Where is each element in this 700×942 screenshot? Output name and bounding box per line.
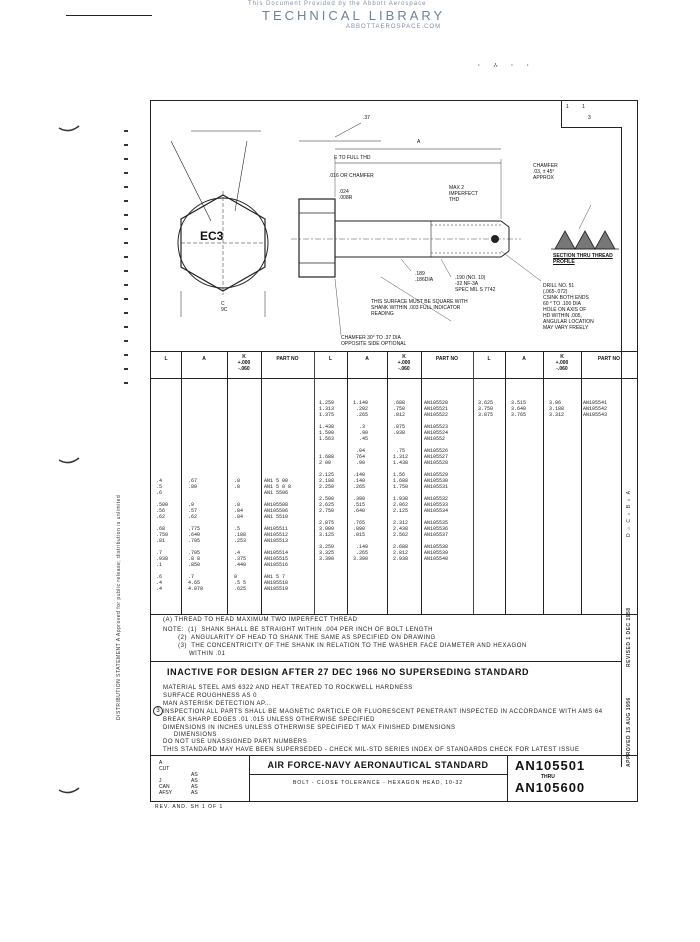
callout-024: .024 .008R — [339, 189, 353, 201]
spec-unassigned: DO NOT USE UNASSIGNED PART NUMBERS — [163, 739, 308, 745]
col-sep — [227, 352, 228, 614]
approved-date: APPROVED 15 AUG 1956 — [626, 697, 632, 767]
inactive-notice: INACTIVE FOR DESIGN AFTER 27 DEC 1966 NO SUPERSEDING STANDARD — [167, 667, 530, 677]
left-dots — [124, 130, 128, 390]
table-column-values: 3.515 3.640 3.765 — [511, 400, 527, 418]
thread-profile-section — [551, 205, 619, 249]
spec-material: MATERIAL STEEL AMS 6322 AND HEAT TREATED TO ROCKWELL HARDNESS — [163, 685, 413, 691]
dim-37: .37 — [363, 115, 370, 121]
col-sep — [581, 352, 582, 614]
hex-head-label: EC3 — [200, 229, 224, 243]
part-range-thru: THRU — [541, 774, 555, 780]
table-column-values: 3.06 3.188 3.312 — [549, 400, 565, 418]
table-column-values: 3.625 3.750 3.875 — [478, 400, 494, 418]
col-header-l: L — [487, 356, 491, 362]
part-range-start: AN105501 — [515, 758, 586, 773]
spec-dimensions-cont: DIMENSIONS — [163, 732, 217, 738]
note-3-cont: WITHIN .01 — [163, 651, 226, 657]
title-block-labels: A CUT J CAN AFSY — [159, 760, 173, 796]
col-header-k: K +.000 -.060 — [397, 354, 411, 372]
revision-circle-mark: 3 — [153, 706, 163, 716]
table-column-values: AN105520 AN105521 AN105522 AN105523 AN105524 AN10552 AN105526 AN105527 AN105528 AN105529 AN105530 AN105531 AN105532 AN105533 AN105534 AN105535 AN105536 AN105537 AN105538 AN105539 AN105540 — [424, 400, 449, 562]
col-header-part: PART NO — [435, 356, 459, 362]
spec-inspection: INSPECTION ALL PARTS SHALL BE MAGNETIC PARTICLE OR FLUORESCENT PENETRANT INSPECTED IN ACCORDANCE WITH AMS 64 — [163, 709, 603, 715]
title-block — [151, 755, 637, 802]
col-header-a: A — [365, 356, 369, 362]
table-column-values: .8 .8 .8 .84 .84 .5 .188 .253 .4 .375 .440 0 .5 5 .625 — [234, 478, 247, 592]
table-column-values: 1.250 1.313 1.375 1.438 1.500 1.563 1.688 2 00 2.125 2.188 2.250 2.500 2.625 2.750 2.875 3.000 3.125 3.250 3.325 3.390 — [319, 400, 335, 562]
note-thread: (A) THREAD TO HEAD MAXIMUM TWO IMPERFECT THREAD — [163, 617, 358, 623]
callout-chamfer-30: CHAMFER 30° TO .37 DIA OPPOSITE SIDE OPTIONAL — [341, 335, 407, 347]
library-title: TECHNICAL LIBRARY — [262, 8, 446, 23]
table-column-values: .4 .5 .6 .500 .56 .62 .68 .750 .81 .7 .938 .1 .6 .4 .4 — [156, 478, 169, 592]
table-column-values: .688 .750 .812 .875 .938 .75 1.312 1.438 1.56 1.688 1.750 1.938 2.062 2.125 2.312 2.438 2.562 2.688 2.812 2.938 — [393, 400, 409, 562]
dim-a: A — [417, 139, 421, 145]
approval-strip — [621, 127, 638, 767]
title-block-right — [507, 756, 621, 802]
col-header-a: A — [522, 356, 526, 362]
col-sep — [387, 352, 388, 614]
callout-e-to-full-thd: E TO FULL THD — [334, 155, 371, 161]
spec-superseded: THIS STANDARD MAY HAVE BEEN SUPERSEDED - CHECK MIL-STD SERIES INDEX OF STANDARDS CHECK FOR LATEST ISSUE — [163, 747, 580, 753]
dim-c: C 9C — [221, 301, 228, 313]
note-1: NOTE: (1) SHANK SHALL BE STRAIGHT WITHIN .004 PER INCH OF BOLT LENGTH — [163, 627, 433, 633]
callout-square-surface: THIS SURFACE MUST BE SQUARE WITH SHANK WITHIN .003 FULL INDICATOR READING — [371, 299, 468, 317]
col-sep — [421, 352, 422, 614]
callout-imperfect: MAX 2 IMPERFECT THD — [449, 185, 478, 203]
col-header-l: L — [328, 356, 333, 362]
library-url: ABBOTTAEROSPACE.COM — [346, 24, 442, 30]
drawing-sheet — [150, 100, 638, 802]
col-header-k: K +.000 -.060 — [555, 354, 569, 372]
table-header-rule — [151, 378, 637, 379]
revision-marks: D ○ C ○ B ○ A — [626, 490, 632, 537]
sheet-footer: REV. AND. SH 1 OF 1 — [155, 804, 224, 810]
title-block-values: AS AS AS AS — [191, 772, 198, 796]
title-block-left — [151, 756, 250, 802]
col-header-part: PART NO — [597, 356, 621, 362]
callout-chamfer-45: CHAMFER .03, ± 45° APPROX — [533, 163, 558, 181]
spec-break-edges: BREAK SHARP EDGES .01 .015 UNLESS OTHERWISE SPECIFIED — [163, 717, 376, 723]
table-column-values: 1.140 .202 .265 .3 .90 .45 .04 764 .90 .140 .140 .265 .390 .515 .640 .765 .890 .015 .140 .265 3.390 — [353, 400, 369, 562]
col-sep — [347, 352, 348, 614]
top-scan-marks: · ∴ · · — [478, 63, 535, 69]
spec-identification: MAN ASTERISK DETECTION AP... — [163, 701, 272, 707]
col-sep — [181, 352, 182, 614]
spec-surface: SURFACE ROUGHNESS AS 0 — [163, 693, 258, 699]
col-header-k: K +.000 -.060 — [237, 354, 251, 372]
part-table — [151, 351, 637, 615]
callout-chamfer-016: .016 OR CHAMFER — [329, 173, 374, 179]
notes-rule — [151, 661, 621, 662]
standard-subtitle: BOLT - CLOSE TOLERANCE - HEXAGON HEAD, 10-32 — [292, 780, 464, 786]
note-2: (2) ANGULARITY OF HEAD TO SHANK THE SAME AS SPECIFIED ON DRAWING — [163, 635, 436, 641]
col-header-part: PART NO — [276, 356, 299, 362]
col-header-a: A — [202, 356, 206, 362]
library-credit-line: This Document Provided by the Abbott Aerospace — [248, 1, 427, 7]
top-left-rule — [66, 15, 152, 16]
note-3: (3) THE CONCENTRICITY OF THE SHANK IN RELATION TO THE WASHER FACE DIAMETER AND HEXAGON — [163, 643, 527, 649]
standard-title: AIR FORCE-NAVY AERONAUTICAL STANDARD — [267, 760, 489, 770]
revised-date: REVISED 1 DEC 1958 — [626, 607, 632, 667]
col-header-l: L — [164, 356, 168, 362]
distribution-statement: DISTRIBUTION STATEMENT A Approved for public release; distribution is unlimited — [116, 494, 122, 720]
table-column-values: AN1 5 00 AN1 5 0 8 AN1 5506 AN105508 AN105506 AN1 5510 AN105511 AN105512 AN105513 AN105514 AN105515 AN105516 AN1 5 7 AN105518 AN105519 — [264, 478, 292, 592]
callout-thread-190: .190 (NO. 10) -32 NF-3A SPEC MIL S 7742 — [455, 275, 496, 293]
spec-dimensions: DIMENSIONS IN INCHES UNLESS OTHERWISE SPECIFIED T MAX FINISHED DIMENSIONS — [163, 725, 456, 731]
title-rule — [249, 774, 507, 775]
part-range-end: AN105600 — [515, 780, 586, 795]
title-block-center — [249, 756, 508, 802]
callout-drill: DRILL NO. 51 (.065-.072) CSINK BOTH ENDS 60 ° TO .100 DIA HOLE ON AXIS OF HD WITHIN .005, ANGULAR LOCATION MAY VARY FREELY — [543, 283, 594, 331]
hex-head-end-view — [171, 131, 268, 317]
col-sep — [473, 352, 474, 614]
col-sep — [543, 352, 544, 614]
callout-189-dia: .189 .186DIA — [415, 271, 434, 283]
col-sep — [261, 352, 262, 614]
col-sep — [505, 352, 506, 614]
callout-section-thread: SECTION THRU THREAD PROFILE — [553, 253, 613, 265]
table-column-values: AN105541 AN105542 AN105543 — [583, 400, 608, 418]
col-sep — [314, 352, 315, 614]
table-column-values: .67 .89 .9 .57 .62 .775 .640 .705 .705 .8 8 .850 .7 4.65 4.078 — [188, 478, 204, 592]
revision-sheet: 1 1 — [566, 104, 591, 110]
revision-letter: 3 — [588, 115, 591, 121]
binder-marks — [55, 120, 85, 820]
